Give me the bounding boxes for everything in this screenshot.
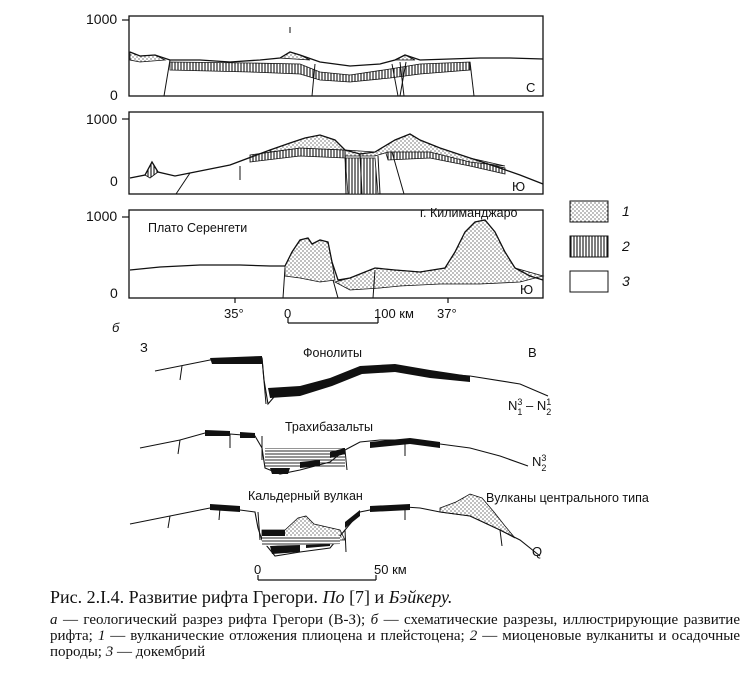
- panel-b2-tick-35: 35°: [224, 306, 244, 321]
- lower-scale-0: 0: [254, 562, 262, 577]
- caption-body: а — геологический разрез рифта Грегори (В-З); б — схематические разрезы, иллюстрирующие развитие рифта; 1 — вулканические отложения плиоцена и плейстоцена; 2 — миоценовые вулканиты и осадочные породы; 3 — докембрий: [50, 612, 740, 660]
- panel-b1-section: [86, 111, 543, 194]
- stage3-label-left: Кальдерный вулкан: [248, 489, 363, 503]
- lower-scale-bar: [254, 562, 407, 580]
- panel-a-section: [86, 11, 543, 103]
- lower-east-label: В: [528, 345, 537, 360]
- panel-b-letter: б: [112, 320, 120, 335]
- panel-b2-tick-1000: 1000: [86, 208, 118, 224]
- stage2-label: Трахибазальты: [285, 420, 373, 434]
- panel-b2-scale-0: 0: [284, 306, 292, 321]
- stage3-age: Q: [532, 544, 543, 559]
- panel-b2-section: [86, 206, 543, 335]
- stage1-lava-right: [268, 364, 470, 398]
- panel-a-layer-2: [170, 62, 470, 82]
- panel-b2-layer-1: [285, 220, 543, 290]
- lower-west-label: З: [140, 340, 148, 355]
- lower-scale-50: 50 км: [374, 562, 407, 577]
- stage1-lava-left: [210, 356, 262, 364]
- panel-a-tick-0: 0: [110, 87, 118, 103]
- figure-caption: [50, 586, 740, 660]
- panel-b2-scale-bar: [284, 306, 414, 323]
- panel-b2-section-label: Ю: [520, 282, 534, 297]
- panel-b2-title-right: г. Килиманджаро: [420, 206, 518, 220]
- panel-b2-scale-100: 100 км: [374, 306, 414, 321]
- legend-swatch-1: [570, 201, 608, 222]
- panel-b2-tick-0: 0: [110, 285, 118, 301]
- caption-title: Рис. 2.I.4. Развитие рифта Грегори. По [7] и Бэйкеру.: [50, 587, 453, 607]
- panel-b2-title-left: Плато Серенгети: [148, 221, 248, 235]
- panel-a-tick-1000: 1000: [86, 11, 118, 27]
- lower-sections: [130, 340, 649, 580]
- panel-b2-tick-37: 37°: [437, 306, 457, 321]
- panel-b1-surface: [130, 134, 543, 184]
- stage2-age: $N_2^3$: [532, 453, 547, 473]
- stage3-label-right: Вулканы центрального типа: [486, 491, 649, 505]
- legend-swatch-3: [570, 271, 608, 292]
- stage1-surface: [155, 358, 548, 404]
- legend-swatch-2: [570, 236, 608, 257]
- legend: [570, 201, 630, 292]
- panel-a-section-label: С: [526, 80, 536, 95]
- legend-label-1: 1: [622, 203, 630, 219]
- panel-b1-section-label: Ю: [512, 179, 526, 194]
- legend-label-3: 3: [622, 273, 630, 289]
- panel-a-frame: [129, 16, 543, 96]
- panel-b1-tick-0: 0: [110, 173, 118, 189]
- stage1-faults: [180, 358, 266, 404]
- panel-b1-tick-1000: 1000: [86, 111, 118, 127]
- stage1-label: Фонолиты: [303, 346, 363, 360]
- stage1-age: $N_1^3 - N_2^1$: [508, 397, 552, 417]
- legend-label-2: 2: [622, 238, 630, 254]
